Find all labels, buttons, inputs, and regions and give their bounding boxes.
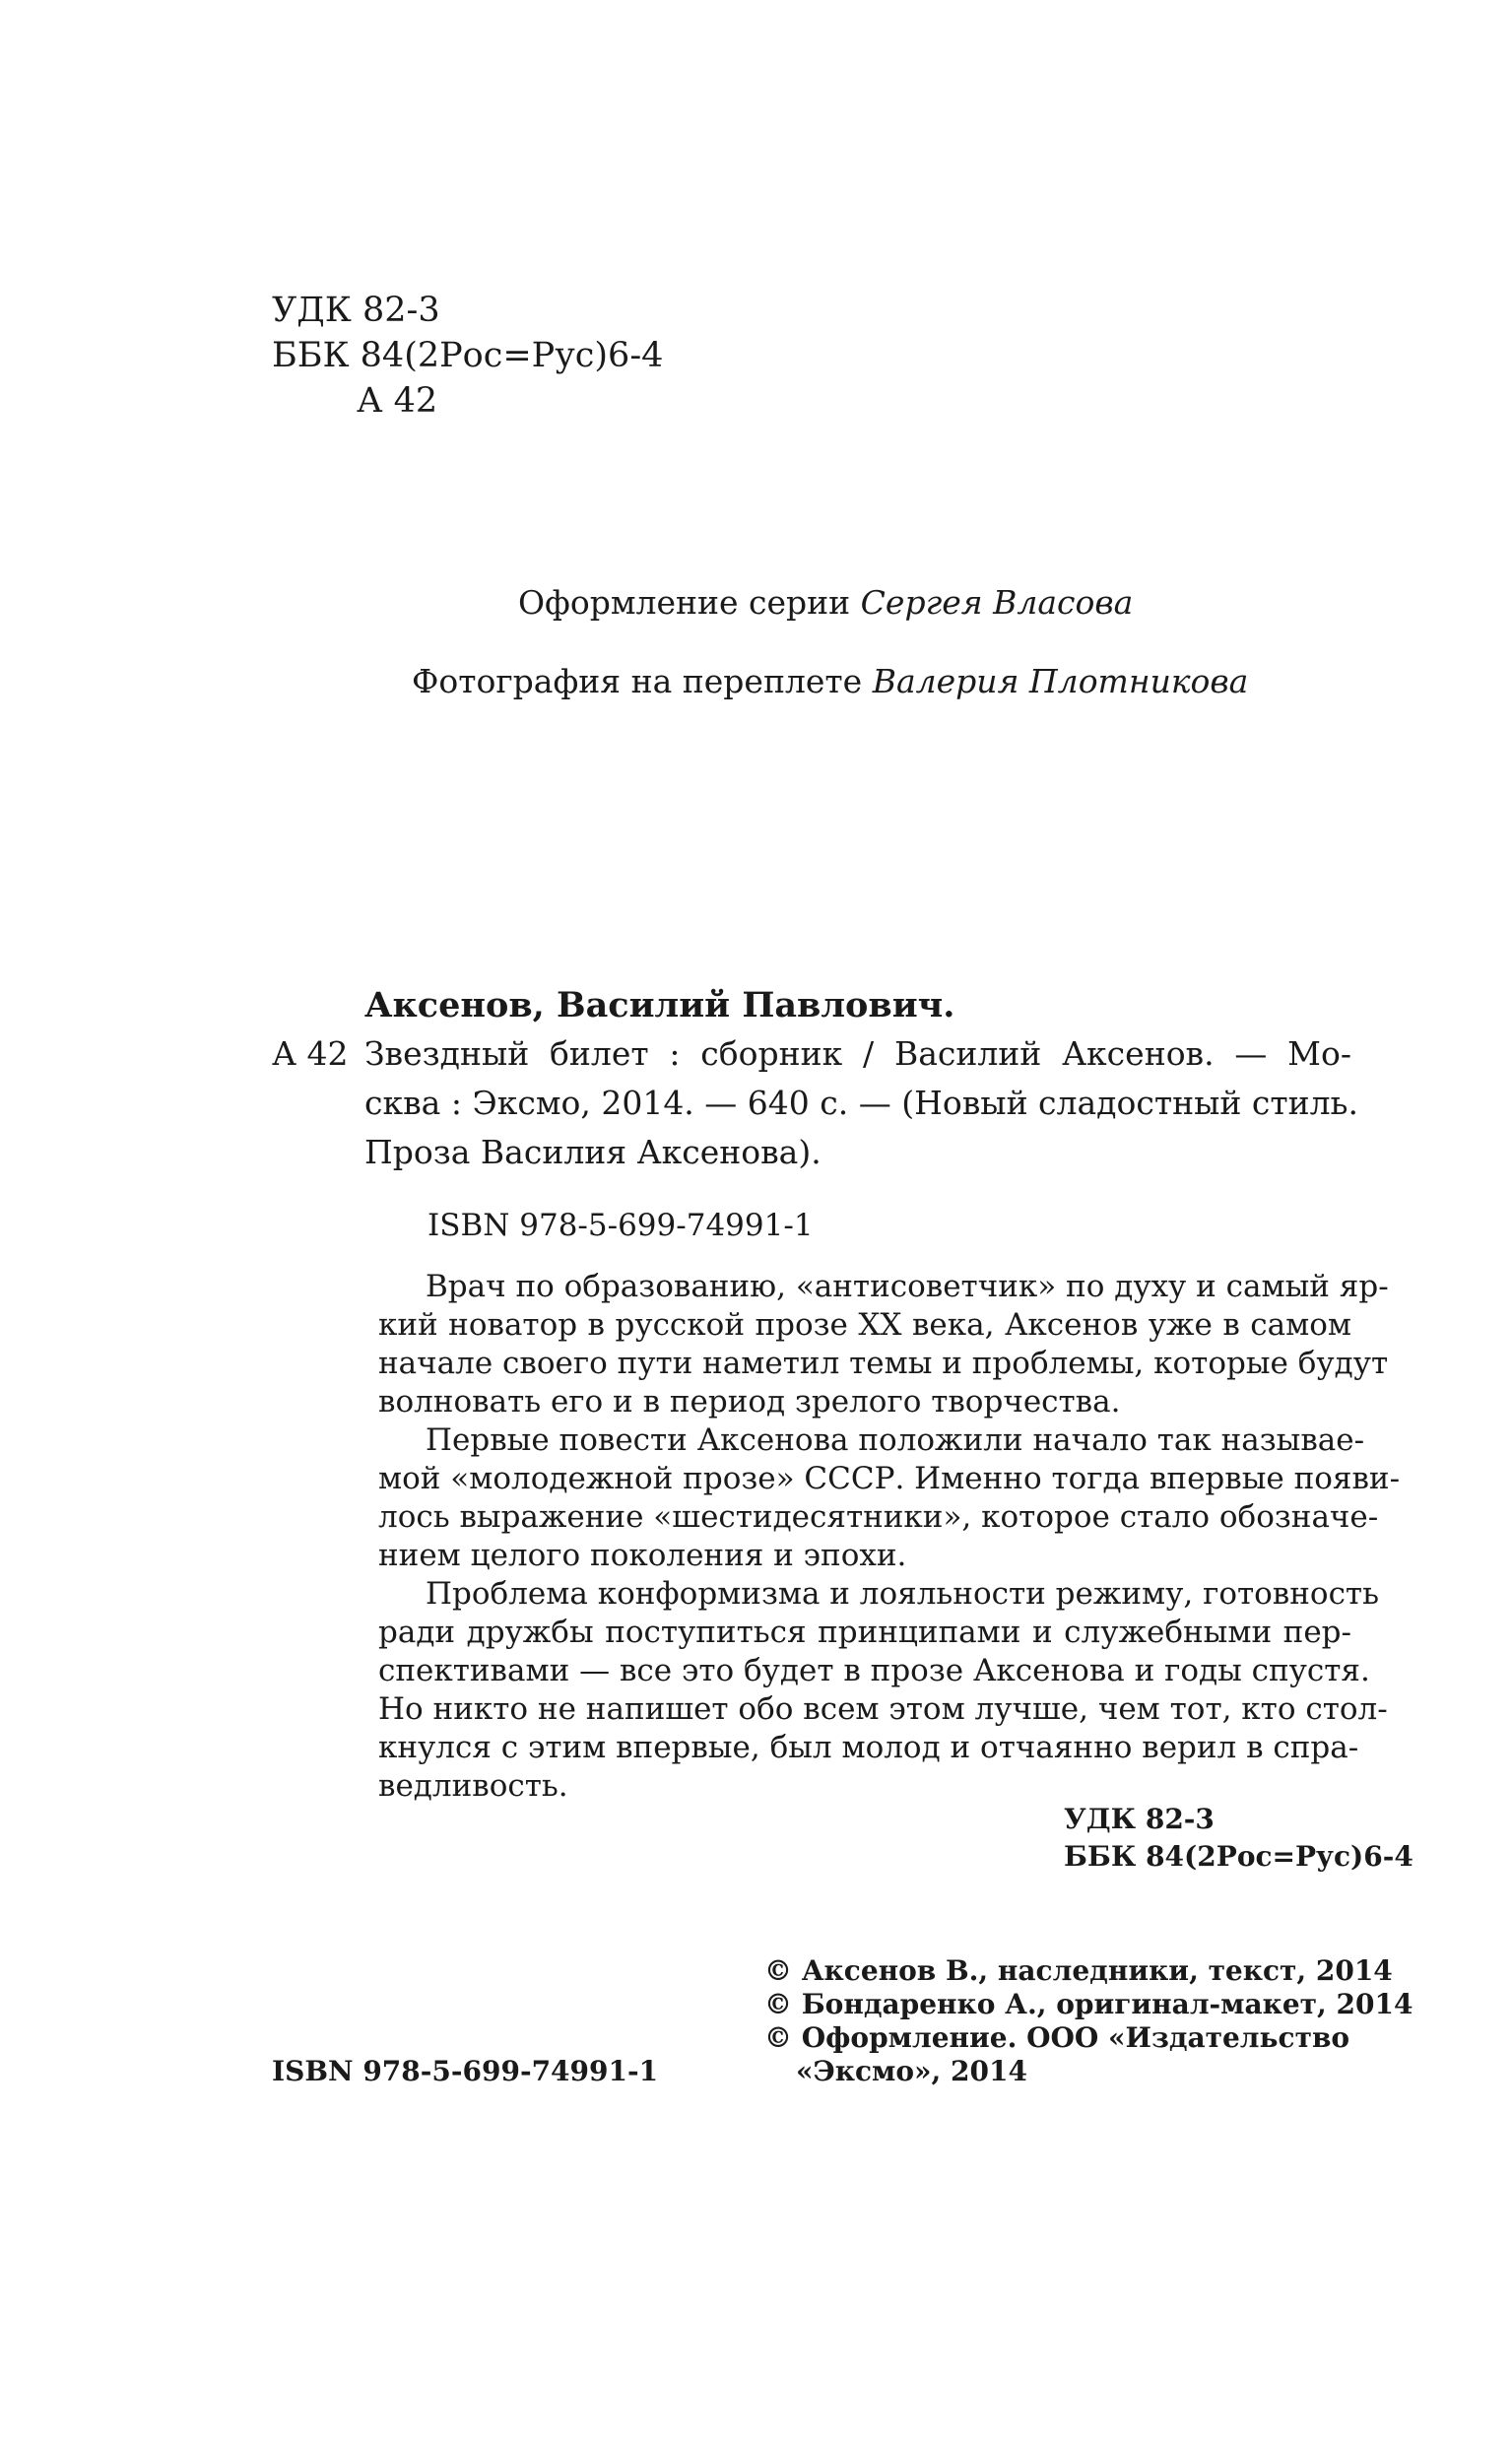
udk-code: УДК 82-3 (272, 291, 440, 330)
annotation-line: ради дружбы поступиться принципами и служебными пер- (378, 1615, 1351, 1650)
bibliographic-author: Аксенов, Василий Павлович. (364, 985, 955, 1025)
annotation-line: Но никто не напишет обо всем этом лучше, чем тот, кто стол- (378, 1691, 1388, 1727)
series-design-label: Оформление серии (518, 583, 851, 622)
annotation-line: кий новатор в русской прозе XX века, Аксенов уже в самом (378, 1307, 1351, 1343)
annotation-line: лось выражение «шестидесятники», которое стало обозначе- (378, 1499, 1379, 1535)
series-design-name: Сергея Власова (860, 583, 1134, 622)
author-mark: А 42 (357, 381, 438, 421)
bottom-bbk-code: ББК 84(2Рос=Рус)6-4 (1064, 1840, 1413, 1873)
copyright-line: © Аксенов В., наследники, текст, 2014 (764, 1954, 1393, 1987)
bibliographic-mark: А 42 (272, 1034, 349, 1073)
bottom-udk-code: УДК 82-3 (1064, 1803, 1215, 1835)
bibliographic-line: Проза Василия Аксенова). (364, 1133, 822, 1171)
annotation-line: начале своего пути наметил темы и проблемы, которые будут (378, 1346, 1389, 1381)
photo-label: Фотография на переплете (412, 662, 863, 700)
bottom-isbn: ISBN 978-5-699-74991-1 (272, 2055, 659, 2087)
annotation-line: кнулся с этим впервые, был молод и отчаянно верил в спра- (378, 1730, 1359, 1765)
annotation-line: нием целого поколения и эпохи. (378, 1538, 907, 1573)
photo-name: Валерия Плотникова (872, 662, 1249, 700)
bbk-code: ББК 84(2Рос=Рус)6-4 (272, 336, 664, 375)
copyright-line: © Бондаренко А., оригинал-макет, 2014 (764, 1988, 1413, 2020)
annotation-line: Проблема конформизма и лояльности режиму, готовность (426, 1576, 1379, 1612)
copyright-line: «Эксмо», 2014 (796, 2055, 1027, 2087)
bibliographic-line: сква : Эксмо, 2014. — 640 с. — (Новый сладостный стиль. (364, 1084, 1358, 1122)
photo-credit (412, 662, 1248, 700)
annotation-line: спективами — все это будет в прозе Аксенова и годы спустя. (378, 1653, 1370, 1688)
annotation-line: волновать его и в период зрелого творчества. (378, 1384, 1121, 1420)
annotation-line: мой «молодежной прозе» СССР. Именно тогда впервые появи- (378, 1461, 1401, 1496)
series-design-credit (518, 583, 1133, 622)
copyright-line: © Оформление. ООО «Издательство (764, 2021, 1350, 2054)
bibliographic-line: Звездный билет : сборник / Василий Аксенов. — Мо- (364, 1034, 1351, 1073)
annotation-line: Врач по образованию, «антисоветчик» по духу и самый яр- (426, 1269, 1389, 1304)
bibliographic-isbn: ISBN 978-5-699-74991-1 (427, 1208, 814, 1243)
annotation-line: Первые повести Аксенова положили начало так называе- (426, 1422, 1365, 1458)
annotation-line: ведливость. (378, 1768, 568, 1804)
